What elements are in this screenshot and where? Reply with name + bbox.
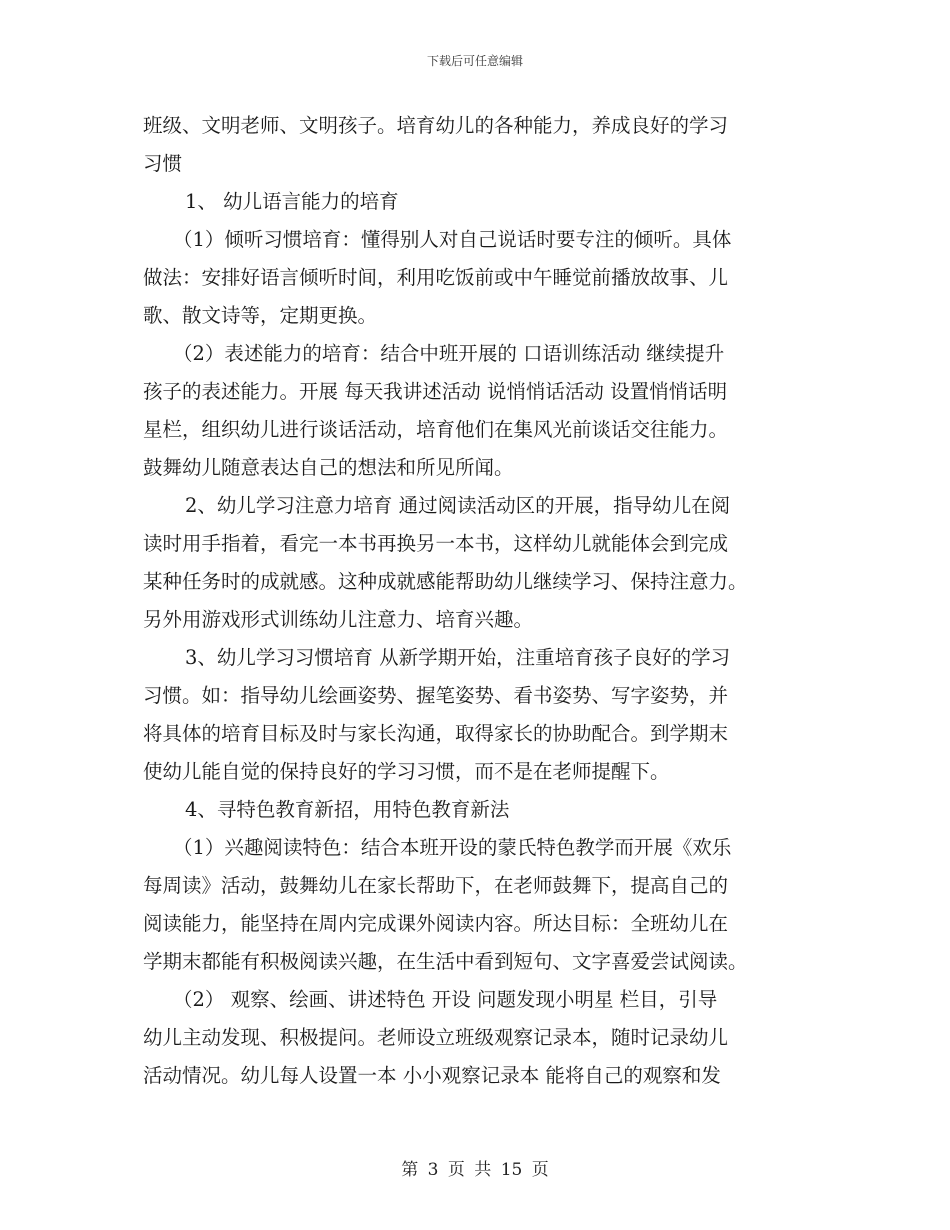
text-line: 习惯。如：指导幼儿绘画姿势、握笔姿势、看书姿势、写字姿势，并 <box>143 684 729 707</box>
text-line: 孩子的表述能力。开展 每天我讲述活动 说悄悄话活动 设置悄悄话明 <box>143 380 728 403</box>
text-line: 2、幼儿学习注意力培育 通过阅读活动区的开展，指导幼儿在阅 <box>185 494 731 517</box>
text-line: 班级、文明老师、文明孩子。培育幼儿的各种能力，养成良好的学习 <box>143 114 729 137</box>
text-line: 将具体的培育目标及时与家长沟通，取得家长的协助配合。到学期末 <box>143 722 729 745</box>
text-line: （2） 观察、绘画、讲述特色 开设 问题发现小明星 栏目，引导 <box>173 988 718 1011</box>
text-line: 鼓舞幼儿随意表达自己的想法和所见所闻。 <box>143 456 514 479</box>
text-line: （1）倾听习惯培育：懂得别人对自己说话时要专注的倾听。具体 <box>173 228 732 251</box>
text-line: 4、寻特色教育新招，用特色教育新法 <box>185 798 510 821</box>
text-line: 习惯 <box>143 152 183 175</box>
text-line: （2）表述能力的培育：结合中班开展的 口语训练活动 继续提升 <box>173 342 725 365</box>
text-line: 使幼儿能自觉的保持良好的学习习惯，而不是在老师提醒下。 <box>143 760 670 783</box>
text-line: 做法：安排好语言倾听时间，利用吃饭前或中午睡觉前播放故事、儿 <box>143 266 729 289</box>
text-line: 活动情况。幼儿每人设置一本 小小观察记录本 能将自己的观察和发 <box>143 1064 721 1087</box>
text-line: 星栏，组织幼儿进行谈话活动，培育他们在集风光前谈话交往能力。 <box>143 418 729 441</box>
text-line: 阅读能力，能坚持在周内完成课外阅读内容。所达目标：全班幼儿在 <box>143 912 729 935</box>
document-body <box>143 107 815 1095</box>
text-line: 某种任务时的成就感。这种成就感能帮助幼儿继续学习、保持注意力。 <box>143 570 748 593</box>
text-line: 读时用手指着，看完一本书再换另一本书，这样幼儿就能体会到完成 <box>143 532 729 555</box>
text-line: 另外用游戏形式训练幼儿注意力、培育兴趣。 <box>143 608 534 631</box>
text-line: 3、幼儿学习习惯培育 从新学期开始，注重培育孩子良好的学习 <box>185 646 731 669</box>
text-line: 学期末都能有积极阅读兴趣，在生活中看到短句、文字喜爱尝试阅读。 <box>143 950 748 973</box>
text-line: 每周读》活动，鼓舞幼儿在家长帮助下，在老师鼓舞下，提高自己的 <box>143 874 729 897</box>
text-line: 1、 幼儿语言能力的培育 <box>185 190 399 213</box>
page-number-footer: 第 3 页 共 15 页 <box>401 1160 549 1180</box>
text-line: 歌、散文诗等，定期更换。 <box>143 304 378 327</box>
text-line: （1）兴趣阅读特色：结合本班开设的蒙氏特色教学而开展《欢乐 <box>173 836 732 859</box>
text-line: 幼儿主动发现、积极提问。老师设立班级观察记录本，随时记录幼儿 <box>143 1026 729 1049</box>
page-header-note: 下载后可任意编辑 <box>426 54 523 68</box>
